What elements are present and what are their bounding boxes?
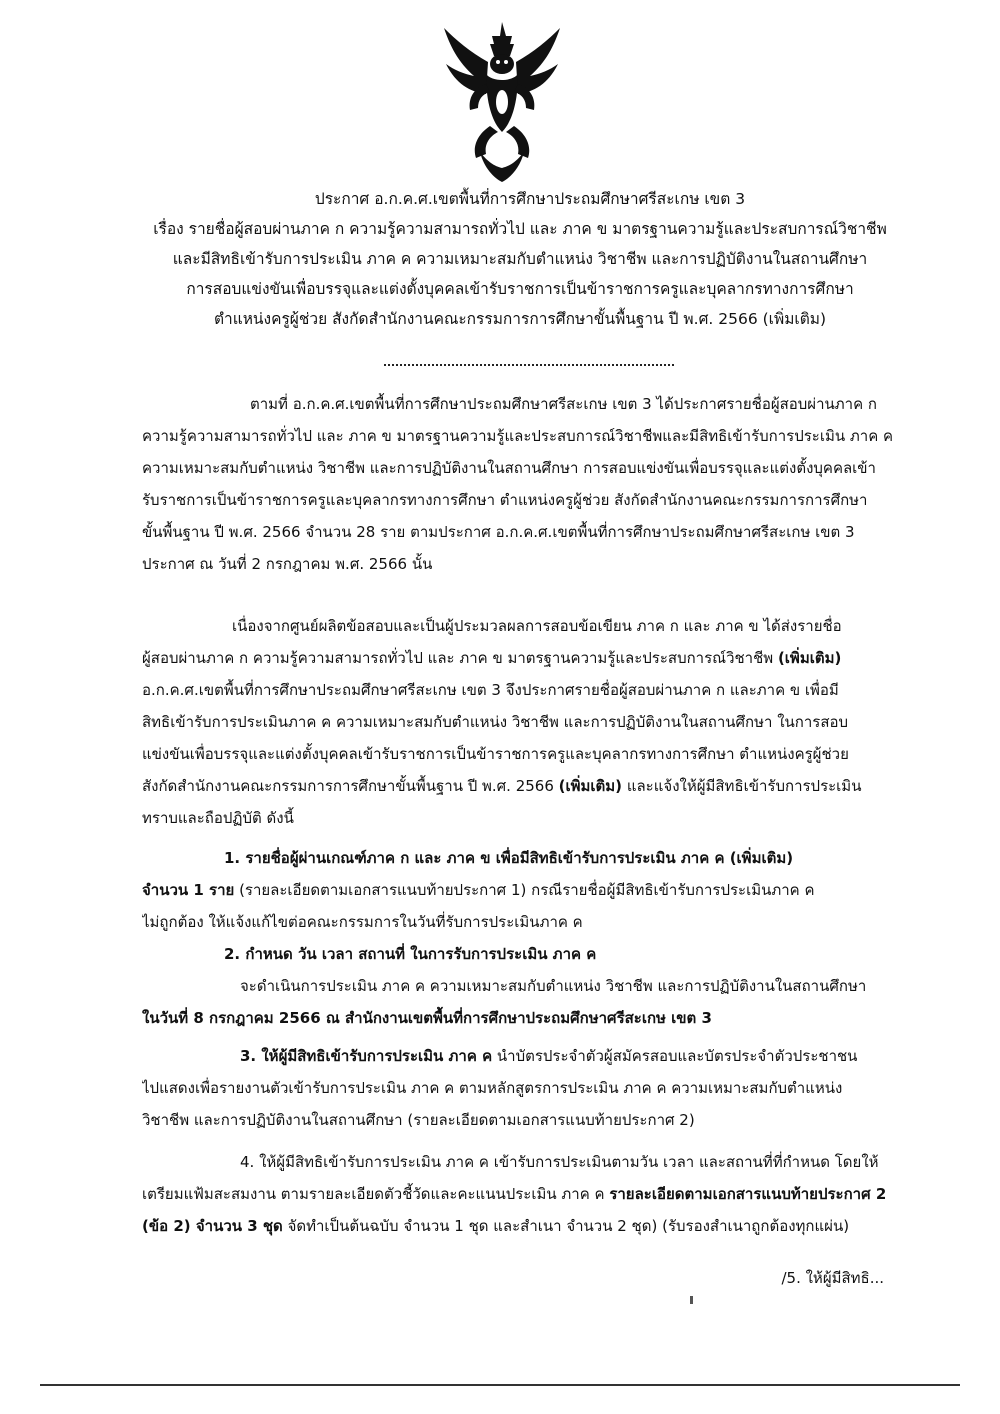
title-line: ประกาศ อ.ก.ค.ศ.เขตพื้นที่การศึกษาประถมศึกษาศรีสะเกษ เขต 3 [314, 190, 746, 208]
paragraph-line: ไปแสดงเพื่อรายงานตัวเข้ารับการประเมิน ภาค ค ตามหลักสูตรการประเมิน ภาค ค ความเหมาะสมกับตำแหน่ง [142, 1079, 843, 1097]
paragraph-line [142, 642, 902, 674]
paragraph-line [142, 938, 902, 970]
paragraph-line: ไม่ถูกต้อง ให้แจ้งแก้ไขต่อคณะกรรมการในวันที่รับการประเมินภาค ค [142, 913, 583, 931]
paragraph-line: แข่งขันเพื่อบรรจุและแต่งตั้งบุคคลเข้ารับราชการเป็นข้าราชการครูและบุคลากรทางการศึกษา ตำแหน่งครูผู้ช่วย [142, 745, 849, 763]
text-segment: และแจ้งให้ผู้มีสิทธิเข้ารับการประเมิน [622, 777, 862, 795]
text-segment: (รายละเอียดตามเอกสารแนบท้ายประกาศ 1) กรณีรายชื่อผู้มีสิทธิเข้ารับการประเมินภาค ค [234, 881, 815, 899]
bold-text: (เพิ่มเติม) [777, 649, 842, 667]
text-segment: จัดทำเป็นต้นฉบับ จำนวน 1 ชุด และสำเนา จำนวน 2 ชุด) (รับรองสำเนาถูกต้องทุกแผ่น) [282, 1217, 850, 1235]
paragraph-line: ความเหมาะสมกับตำแหน่ง วิชาชีพ และการปฏิบัติงานในสถานศึกษา การสอบแข่งขันเพื่อบรรจุและแต่งตั้งบุคคลเข้า [142, 459, 876, 477]
paragraph-line: สิทธิเข้ารับการประเมินภาค ค ความเหมาะสมกับตำแหน่ง วิชาชีพ และการปฏิบัติงานในสถานศึกษา ในการสอบ [142, 713, 849, 731]
paragraph-line [142, 1178, 902, 1210]
paragraph-line: วิชาชีพ และการปฏิบัติงานในสถานศึกษา (รายละเอียดตามเอกสารแนบท้ายประกาศ 2) [142, 1111, 695, 1129]
paragraph-line: ประกาศ ณ วันที่ 2 กรกฎาคม พ.ศ. 2566 นั้น [142, 555, 433, 573]
item-3 [142, 1040, 902, 1136]
item-4 [142, 1146, 902, 1242]
announcement-title [130, 184, 910, 334]
scan-mark [690, 1296, 693, 1304]
paragraph-line [142, 842, 902, 874]
paragraph-line: 4. ให้ผู้มีสิทธิเข้ารับการประเมิน ภาค ค เข้ารับการประเมินตามวัน เวลา และสถานที่ที่กำหนด โดยให้ [240, 1153, 879, 1171]
continued-next-page: /5. ให้ผู้มีสิทธิ... [781, 1269, 884, 1287]
bold-text: จำนวน 1 ราย [142, 881, 235, 899]
paragraph-line: รับราชการเป็นข้าราชการครูและบุคลากรทางการศึกษา ตำแหน่งครูผู้ช่วย สังกัดสำนักงานคณะกรรมการการศึกษา [142, 491, 868, 509]
paragraph-line [142, 1040, 902, 1072]
text-segment: สังกัดสำนักงานคณะกรรมการการศึกษาขั้นพื้นฐาน ปี พ.ศ. 2566 [142, 777, 559, 795]
paragraph-line: อ.ก.ค.ศ.เขตพื้นที่การศึกษาประถมศึกษาศรีสะเกษ เขต 3 จึงประกาศรายชื่อผู้สอบผ่านภาค ก และภาค ข เพื่อมี [142, 681, 839, 699]
bold-text: ในวันที่ 8 กรกฎาคม 2566 ณ สำนักงานเขตพื้นที่การศึกษาประถมศึกษาศรีสะเกษ เขต 3 [142, 1009, 712, 1027]
title-line: การสอบแข่งขันเพื่อบรรจุและแต่งตั้งบุคคลเข้ารับราชการเป็นข้าราชการครูและบุคลากรทางการศึกษา [186, 280, 854, 298]
paragraph-line [142, 1002, 902, 1034]
page-bottom-rule [40, 1384, 960, 1386]
paragraph-2 [142, 610, 902, 834]
bold-text: (ข้อ 2) จำนวน 3 ชุด [142, 1217, 283, 1235]
paragraph-line [142, 1210, 902, 1242]
garuda-emblem-icon [440, 22, 564, 182]
text-segment: นำบัตรประจำตัวผู้สมัครสอบและบัตรประจำตัวประชาชน [492, 1047, 858, 1065]
title-line: เรื่อง รายชื่อผู้สอบผ่านภาค ก ความรู้ความสามารถทั่วไป และ ภาค ข มาตรฐานความรู้และประสบการณ์วิชาชีพ [153, 220, 887, 238]
dotted-separator [384, 352, 674, 366]
text-segment: ผู้สอบผ่านภาค ก ความรู้ความสามารถทั่วไป และ ภาค ข มาตรฐานความรู้และประสบการณ์วิชาชีพ [142, 649, 778, 667]
title-line: ตำแหน่งครูผู้ช่วย สังกัดสำนักงานคณะกรรมการการศึกษาขั้นพื้นฐาน ปี พ.ศ. 2566 (เพิ่มเติม) [213, 310, 827, 328]
bold-text: (เพิ่มเติม) [558, 777, 623, 795]
item-1 [142, 842, 902, 938]
paragraph-line: ทราบและถือปฏิบัติ ดังนี้ [142, 809, 294, 827]
paragraph-line [142, 874, 902, 906]
paragraph-line: ขั้นพื้นฐาน ปี พ.ศ. 2566 จำนวน 28 ราย ตามประกาศ อ.ก.ค.ศ.เขตพื้นที่การศึกษาประถมศึกษาศรีสะเกษ เขต 3 [142, 523, 855, 541]
bold-text: 3. ให้ผู้มีสิทธิเข้ารับการประเมิน ภาค ค [240, 1047, 493, 1065]
paragraph-line: ความรู้ความสามารถทั่วไป และ ภาค ข มาตรฐานความรู้และประสบการณ์วิชาชีพและมีสิทธิเข้ารับการประเมิน ภาค ค [142, 427, 894, 445]
bold-text: 2. กำหนด วัน เวลา สถานที่ ในการรับการประเมิน ภาค ค [224, 945, 597, 963]
bold-text: 1. รายชื่อผู้ผ่านเกณฑ์ภาค ก และ ภาค ข เพื่อมีสิทธิเข้ารับการประเมิน ภาค ค (เพิ่มเติม) [224, 849, 794, 867]
item-2 [142, 938, 902, 1034]
text-segment: เตรียมแฟ้มสะสมงาน ตามรายละเอียดตัวชี้วัดและคะแนนประเมิน ภาค ค [142, 1185, 610, 1203]
paragraph-line: เนื่องจากศูนย์ผลิตข้อสอบและเป็นผู้ประมวลผลการสอบข้อเขียน ภาค ก และ ภาค ข ได้ส่งรายชื่อ [232, 617, 842, 635]
title-line: และมีสิทธิเข้ารับการประเมิน ภาค ค ความเหมาะสมกับตำแหน่ง วิชาชีพ และการปฏิบัติงานในสถานศึกษา [172, 250, 868, 268]
bold-text: รายละเอียดตามเอกสารแนบท้ายประกาศ 2 [609, 1185, 887, 1203]
paragraph-line: ตามที่ อ.ก.ค.ศ.เขตพื้นที่การศึกษาประถมศึกษาศรีสะเกษ เขต 3 ได้ประกาศรายชื่อผู้สอบผ่านภาค ก [250, 395, 877, 413]
paragraph-1 [142, 388, 902, 580]
paragraph-line [142, 770, 902, 802]
paragraph-line: จะดำเนินการประเมิน ภาค ค ความเหมาะสมกับตำแหน่ง วิชาชีพ และการปฏิบัติงานในสถานศึกษา [240, 977, 867, 995]
